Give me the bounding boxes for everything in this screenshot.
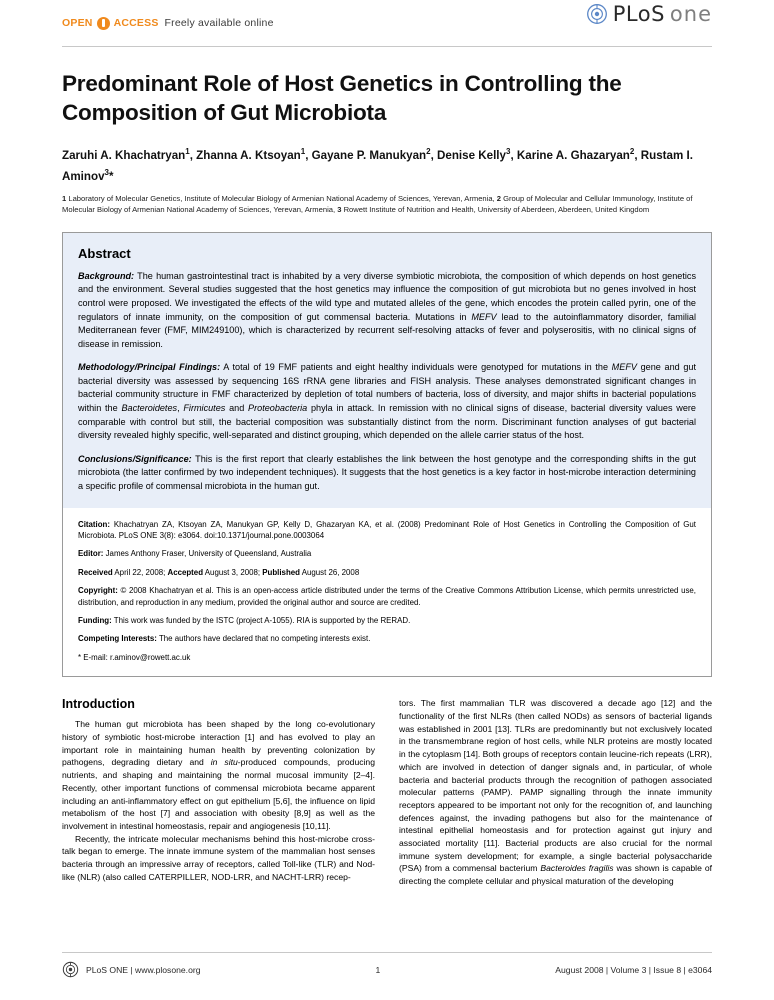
plos-circle-icon (586, 3, 608, 25)
funding-text: This work was funded by the ISTC (project A-1055). RIA is supported by the RERAD. (111, 616, 411, 626)
footer-issue-info: August 2008 | Volume 3 | Issue 8 | e3064 (555, 964, 712, 975)
dates-line (78, 567, 696, 578)
intro-paragraph-1: The human gut microbiota has been shaped by the long co-evolutionary history of symbiotic host-microbe interaction [1] and has evolved to play an important role in maintaining human health by preventing colonization by pathogens, degrading dietary and in situ-produced compounds, producing nutrients, and shaping and maintaining the normal mucosal immunity [2–4]. Recently, other important functions of commensal microbiota became apparent including an anti-inflammatory effect on gut epithelium [5,6], the influence on lipid metabolism of the host [7] and association with obesity [8,9] as well as the involvement in intestinal homeostasis, repair and angiogenesis [10,11]. (62, 719, 375, 831)
received-label: Received (78, 567, 113, 577)
plos-wordmark: PLoS (612, 2, 665, 26)
competing-interests-text: The authors have declared that no competing interests exist. (156, 634, 371, 644)
corresponding-email[interactable]: * E-mail: r.aminov@rowett.ac.uk (78, 652, 191, 662)
copyright-line (78, 585, 696, 608)
editor-line (78, 548, 696, 559)
column-left (62, 697, 375, 888)
funding-label: Funding: (78, 616, 112, 626)
published-label: Published (262, 567, 300, 577)
citation-line (78, 519, 696, 542)
plos-one-logo (586, 2, 712, 26)
abstract-methodology-label: Methodology/Principal Findings: (78, 362, 221, 373)
abstract-heading: Abstract (78, 245, 131, 261)
open-access-lock-icon (97, 17, 110, 30)
open-access-open-label: OPEN (62, 17, 93, 29)
abstract-methodology (78, 361, 696, 443)
page-title: Predominant Role of Host Genetics in Controlling the Composition of Gut Microbiota (62, 71, 622, 125)
editor-text: James Anthony Fraser, University of Queensland, Australia (103, 549, 312, 559)
intro-paragraph-2: Recently, the intricate molecular mechanisms behind this host-microbe cross-talk began to emerge. The innate immune system of the mammalian host senses bacteria through an impressive array of receptors, called Toll-like (TLR) and Nod-like (NLR) (also called CATERPILLER, NOD-LRR, and NACHT-LRR) recep- (62, 833, 375, 882)
article-body (62, 697, 712, 888)
copyright-text: © 2008 Khachatryan et al. This is an open-access article distributed under the terms of the Creative Commons Attribution License, which permits unrestricted use, distribution, and reproduction in any medium, provided the original author and source are credited. (78, 586, 696, 607)
accepted-text: August 3, 2008; (203, 567, 263, 577)
article-metadata (63, 508, 711, 677)
abstract-conclusions (78, 453, 696, 494)
abstract-body (63, 233, 711, 508)
intro-paragraph-2-continued: tors. The first mammalian TLR was discovered a decade ago [12] and the functionality of the first NLRs (then called NODs) as sensors of bacterial ligands was established in 2001 [13]. TLRs are predominantly but not exclusively located in the transmembrane region of host cells, while NLR proteins are mostly located in the cytoplasm [14]. Both groups of receptors contain leucine-rich repeats (LRR), which are involved in detection of danger signals and, in particular, of whole bacteria and bacterial products through the recognition of pathogen associated molecular patterns (PAMP). PAMP signalling through the innate immunity receptors appeared to be important not only for the recognition of, and launching defences against, the invading pathogens but also for the maintenance of intestinal epithelial homeostasis and for protection against gut injury and associated mortality [11]. Bacterial products are also crucial for the normal immune system development; for example, a single bacterial polysaccharide (PSA) from a commensal bacterium Bacteroides fragilis was shown is capable of directing the complete cellular and physical maturation of the developing (399, 698, 713, 887)
footer-journal (62, 961, 200, 978)
abstract-background-label: Background: (78, 270, 135, 281)
citation-text: Khachatryan ZA, Ktsoyan ZA, Manukyan GP, Kelly D, Ghazaryan KA, et al. (2008) Predominant Role of Host Genetics in Controlling the Composition of Gut Microbiota. PLoS ONE 3(8): e3064. doi:10.1371/journal.pone.0003064 (78, 519, 696, 541)
copyright-label: Copyright: (78, 586, 118, 596)
citation-label: Citation: (78, 519, 110, 529)
plos-circle-icon-footer (62, 961, 79, 978)
footer-page-number: 1 (375, 964, 381, 975)
open-access-banner (62, 17, 274, 30)
accepted-label: Accepted (167, 567, 204, 577)
abstract-methodology-text: A total of 19 FMF patients and eight healthy individuals were genotyped for mutations in the MEFV gene and gut bacterial diversity was assessed by sequencing 16S rRNA gene libraries and FISH analysis. These analyses demonstrated significant changes in bacterial community structure in FMF characterized by depletion of total numbers of bacteria, loss of diversity, and major shifts in bacterial populations within the Bacteroidetes, Firmicutes and Proteobacteria phyla in attack. In remission with no clinical signs of disease, bacterial diversity values were comparable with control but still, the bacterial composition was substantially distinct from the norm. Discriminant function analyses of gut bacterial diversity revealed highly specific, well-separated and distinct grouping, which depended on the allele carrier status of the host. (78, 362, 697, 441)
author-list: Zaruhi A. Khachatryan$^1$, Zhanna A. Ktsoyan$^1$, Gayane P. Manukyan$^2$, Denise Kelly$^3$, Karine A. Ghazaryan$^2$, Rustam I. Aminov$^3$* (62, 147, 693, 183)
received-text: April 22, 2008; (112, 567, 168, 577)
open-access-access-label: ACCESS (113, 17, 159, 29)
abstract-background (78, 270, 696, 352)
competing-interests-label: Competing Interests: (78, 634, 157, 644)
editor-label: Editor: (78, 549, 104, 559)
published-text: August 26, 2008 (299, 567, 360, 577)
abstract-conclusions-text: This is the first report that clearly establishes the link between the host genotype and the corresponding shifts in the gut microbiota (the latter confirmed by two independent techniques). It suggests that the host genetics is a key factor in host-microbe interaction determining a specific profile of commensal microbiota in the human gut. (78, 453, 696, 492)
page-header (62, 0, 712, 47)
abstract-conclusions-label: Conclusions/Significance: (78, 453, 192, 464)
abstract-background-text: The human gastrointestinal tract is inhabited by a very diverse symbiotic microbiota, the composition of which depends on host genetics and the environment. Several studies suggested that the host genetics may influence the composition of gut microbiota but no genes involved in host control were proposed. We investigated the effects of the wild type and mutated alleles of the gene, which encodes the protein called pyrin, one of the regulators of innate immunity, on the composition of gut commensal bacteria. Mutations in MEFV lead to the autoinflammatory disorder, familial Mediterranean fever (FMF, MIM249100), which is characterized by recurrent self-resolving attacks of fever and polyserositis, with no clinical signs of disease in remission. (78, 270, 696, 349)
section-heading-introduction: Introduction (62, 697, 135, 712)
one-wordmark: one (669, 2, 712, 26)
column-right (399, 697, 712, 888)
freely-available-label: Freely available online (164, 17, 274, 29)
funding-line (78, 615, 696, 626)
competing-interests-line (78, 633, 696, 644)
affiliations: 1 Laboratory of Molecular Genetics, Institute of Molecular Biology of Armenian National Academy of Sciences, Yerevan, Armenia, 2 Group of Molecular and Cellular Immunology, Institute of Molecular Biology of Armenian National Academy of Sciences, Yerevan, Armenia, 3 Rowett Institute of Nutrition and Health, University of Aberdeen, Aberdeen, United Kingdom (62, 193, 693, 215)
abstract-box (62, 232, 712, 678)
page-footer (62, 952, 712, 978)
footer-journal-label: PLoS ONE | www.plosone.org (86, 964, 201, 975)
